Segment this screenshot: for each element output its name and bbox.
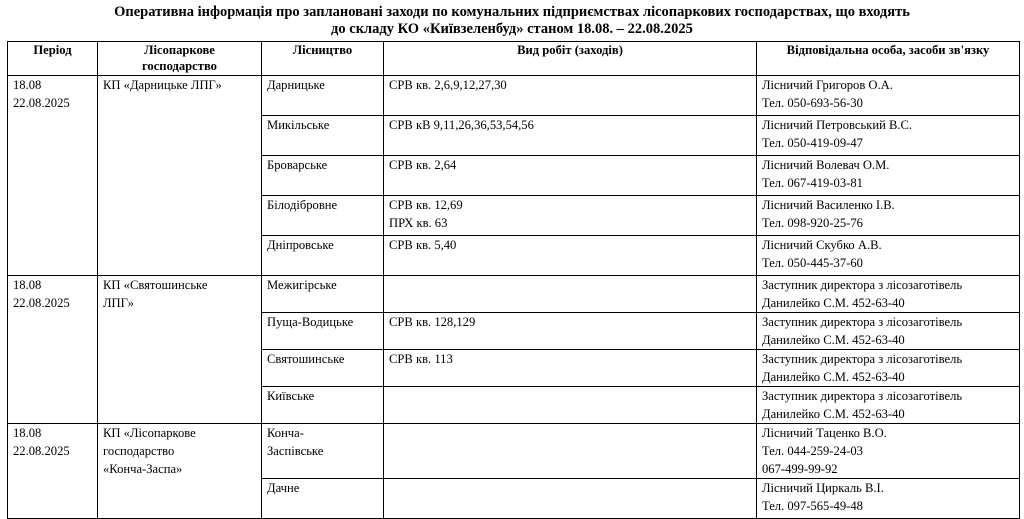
works-cell: СРВ кв. 5,40 [384, 236, 757, 276]
works-cell [384, 479, 757, 519]
works-cell: СРВ кв. 2,64 [384, 156, 757, 196]
works-cell: СРВ кв. 128,129 [384, 313, 757, 350]
responsible-cell: Заступник директора з лісозаготівель Данилейко С.М. 452-63-40 [757, 387, 1020, 424]
forestry-cell: Броварське [262, 156, 384, 196]
forestry-cell: Дарницьке [262, 76, 384, 116]
works-cell: СРВ кв. 113 [384, 350, 757, 387]
title-line-2: до складу КО «Київзеленбуд» станом 18.08. – 22.08.2025 [331, 21, 693, 37]
period-cell: 18.08 22.08.2025 [8, 276, 98, 424]
enterprise-cell: КП «Святошинське ЛПГ» [98, 276, 262, 424]
forestry-cell: Білодібровне [262, 196, 384, 236]
forestry-cell: Святошинське [262, 350, 384, 387]
works-cell: СРВ кв. 2,6,9,12,27,30 [384, 76, 757, 116]
header-works: Вид робіт (заходів) [384, 42, 757, 76]
responsible-cell: Заступник директора з лісозаготівель Данилейко С.М. 452-63-40 [757, 350, 1020, 387]
responsible-cell: Лісничий Скубко А.В. Тел. 050-445-37-60 [757, 236, 1020, 276]
period-cell: 18.08 22.08.2025 [8, 424, 98, 519]
forestry-cell: Дачне [262, 479, 384, 519]
responsible-cell: Лісничий Василенко І.В. Тел. 098-920-25-76 [757, 196, 1020, 236]
responsible-cell: Лісничий Григоров О.А. Тел. 050-693-56-30 [757, 76, 1020, 116]
forestry-cell: Микільське [262, 116, 384, 156]
forestry-cell: Конча- Заспівське [262, 424, 384, 479]
forestry-cell: Дніпровське [262, 236, 384, 276]
responsible-cell: Лісничий Петровський В.С. Тел. 050-419-09-47 [757, 116, 1020, 156]
responsible-cell: Лісничий Циркаль В.І. Тел. 097-565-49-48 [757, 479, 1020, 519]
header-row [8, 42, 1020, 76]
works-cell: СРВ кВ 9,11,26,36,53,54,56 [384, 116, 757, 156]
document-title [0, 4, 1024, 38]
forestry-cell: Пуща-Водицьке [262, 313, 384, 350]
responsible-cell: Заступник директора з лісозаготівель Данилейко С.М. 452-63-40 [757, 313, 1020, 350]
works-cell [384, 387, 757, 424]
header-forestry: Лісництво [262, 42, 384, 76]
responsible-cell: Лісничий Волевач О.М. Тел. 067-419-03-81 [757, 156, 1020, 196]
schedule-table [7, 41, 1020, 519]
header-responsible: Відповідальна особа, засоби зв'язку [757, 42, 1020, 76]
title-line-1: Оперативна інформація про заплановані заходи по комунальних підприємствах лісопаркових господарствах, що входять [114, 4, 910, 20]
forestry-cell: Межигірське [262, 276, 384, 313]
forestry-cell: Київське [262, 387, 384, 424]
works-cell: СРВ кв. 12,69 ПРХ кв. 63 [384, 196, 757, 236]
header-enterprise: Лісопаркове господарство [98, 42, 262, 76]
period-cell: 18.08 22.08.2025 [8, 76, 98, 276]
table-row [8, 276, 1020, 313]
header-period: Період [8, 42, 98, 76]
table-row [8, 76, 1020, 116]
enterprise-cell: КП «Лісопаркове господарство «Конча-Заспа» [98, 424, 262, 519]
enterprise-cell: КП «Дарницьке ЛПГ» [98, 76, 262, 276]
works-cell [384, 276, 757, 313]
table-row [8, 424, 1020, 479]
responsible-cell: Заступник директора з лісозаготівель Данилейко С.М. 452-63-40 [757, 276, 1020, 313]
responsible-cell: Лісничий Таценко В.О. Тел. 044-259-24-03 067-499-99-92 [757, 424, 1020, 479]
works-cell [384, 424, 757, 479]
